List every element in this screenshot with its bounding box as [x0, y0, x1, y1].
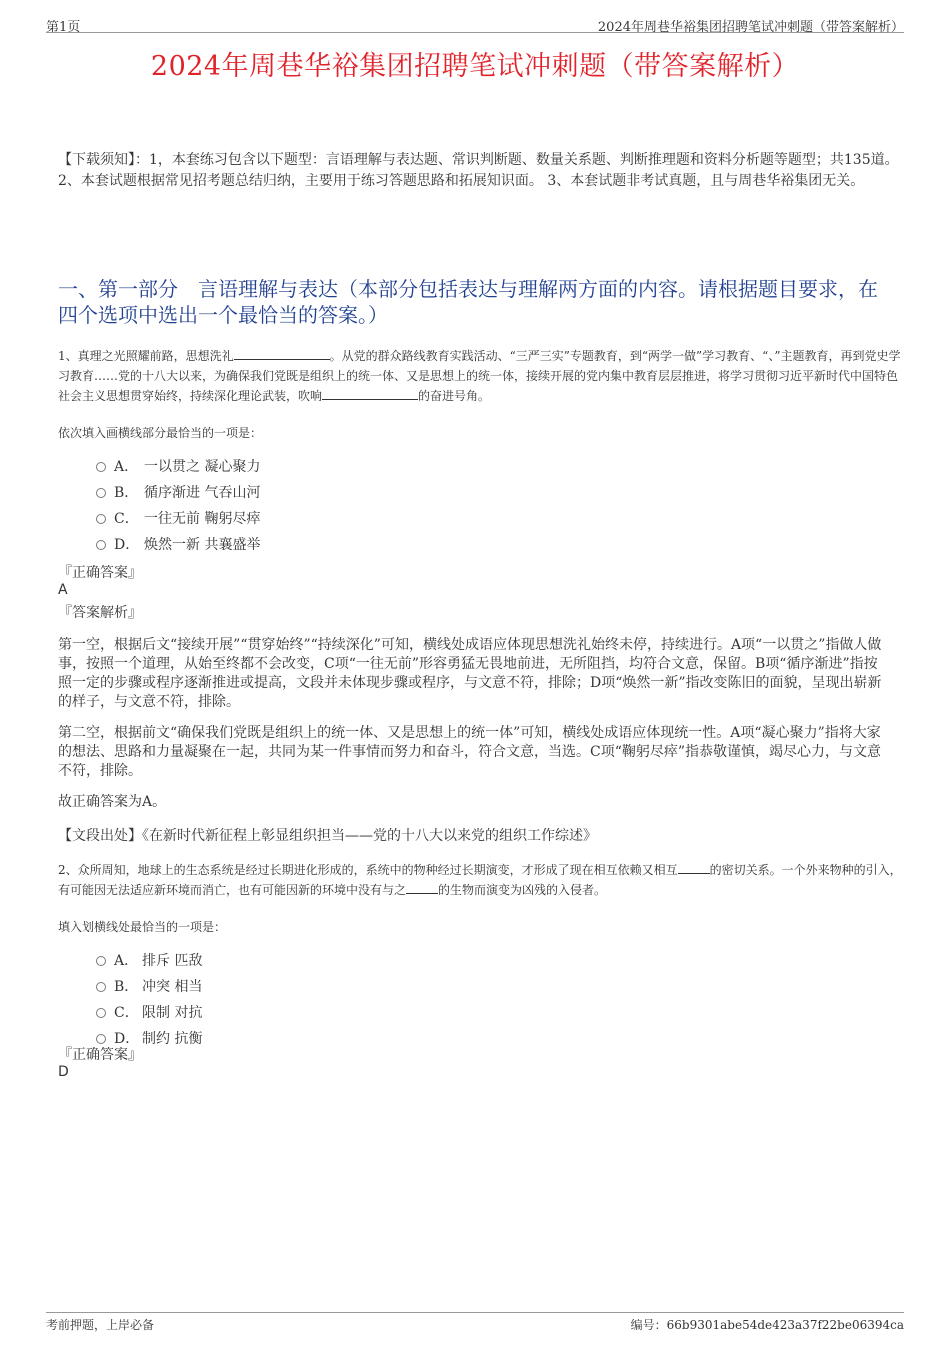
section-title: 一、第一部分 言语理解与表达（本部分包括表达与理解两方面的内容。请根据题目要求，在四个选项中选出一个最恰当的答案。） — [58, 277, 878, 327]
radio-icon[interactable] — [96, 514, 106, 524]
q1-analysis-conclusion: 故正确答案为A。 — [58, 794, 167, 810]
download-notice: 【下载须知】：1，本套练习包含以下题型：言语理解与表达题、常识判断题、数量关系题、判断推理题和资料分析题等题型；共135道。 2、本套试题根据常见招考题总结归纳，主要用于练习答题思路和拓展知识面。 3、本套试题非考试真题，且与周巷华裕集团无关。 — [58, 152, 899, 189]
q2-prompt: 填入划横线处最恰当的一项是： — [58, 920, 227, 934]
q1-analysis-label: 『答案解析』 — [58, 605, 142, 621]
radio-icon[interactable] — [96, 1034, 106, 1044]
radio-icon[interactable] — [96, 1008, 106, 1018]
q1-analysis-paragraph-2: 第二空，根据前文“确保我们党既是组织上的统一体、又是思想上的统一体”可知，横线处成语应体现统一性。A项“凝心聚力”指将大家的想法、思路和力量凝聚在一起，共同为某一件事情而努力和奋斗，符合文意，当选。C项“鞠躬尽瘁”指恭敬谨慎，竭尽心力，与文意不符，排除。 — [58, 725, 882, 779]
q2-answer-label: 『正确答案』 — [58, 1047, 142, 1063]
q1-answer: A — [58, 582, 68, 598]
q1-blank-1 — [234, 347, 330, 360]
page-footer — [46, 1312, 904, 1335]
q1-text-part2: 。从党的群众路线教育实践活动、“三严三实”专题教育，到“两学一做”学习教育、“、”主题教育，再到党史学习教育……党的十八大以来，为确保我们党既是组织上的统一体、又是思想上的统一体，接续开展的党内集中教育层层推进，将学习贯彻习近平新时代中国特色社会主义思想贯穿始终，持续深化理论武装，吹响 — [58, 349, 901, 403]
document-title: 2024年周巷华裕集团招聘笔试冲刺题（带答案解析） — [150, 51, 800, 82]
q2-blank-1 — [678, 861, 710, 874]
radio-icon[interactable] — [96, 982, 106, 992]
q1-text-part3: 的奋进号角。 — [418, 389, 491, 403]
question-1-text — [58, 346, 902, 406]
q1-analysis-paragraph-1: 第一空，根据后文“接续开展”“贯穿始终”“持续深化”可知，横线处成语应体现思想洗礼始终未停，持续进行。A项“一以贯之”指做人做事，按照一个道理，从始至终都不会改变，C项“一往无前”形容勇猛无畏地前进，无所阻挡，均符合文意，保留。B项“循序渐进”指按照一定的步骤或程序逐渐推进或提高，文段并未体现步骤或程序，与文意不符，排除；D项“焕然一新”指改变陈旧的面貌，呈现出崭新的样子，与文意不符，排除。 — [58, 637, 882, 710]
q2-text-part3: 的生物而演变为凶残的入侵者。 — [438, 883, 607, 897]
q2-answer: D — [58, 1064, 69, 1080]
q2-text-part1: 2、众所周知，地球上的生态系统是经过长期进化形成的，系统中的物种经过长期演变，才形成了现在相互依赖又相互 — [58, 863, 678, 877]
radio-icon[interactable] — [96, 540, 106, 550]
page-header — [46, 14, 904, 33]
q1-source: 【文段出处】《在新时代新征程上彰显组织担当——党的十八大以来党的组织工作综述》 — [58, 828, 597, 844]
header-doc-title: 2024年周巷华裕集团招聘笔试冲刺题（带答案解析） — [597, 20, 904, 35]
radio-icon[interactable] — [96, 488, 106, 498]
question-2-text — [58, 860, 902, 900]
q2-blank-2 — [406, 881, 438, 894]
q1-text-part1: 1、真理之光照耀前路，思想洗礼 — [58, 349, 234, 363]
page-number: 第1页 — [46, 20, 81, 35]
q1-blank-2 — [322, 387, 418, 400]
q2-text-part2: 的密切关系。一个外来物种的引入，有可能因无法适应新环境而消亡，也有可能因新的环境中没有与之 — [58, 863, 902, 897]
radio-icon[interactable] — [96, 462, 106, 472]
footer-slogan: 考前押题，上岸必备 — [46, 1318, 155, 1332]
q1-answer-label: 『正确答案』 — [58, 565, 142, 581]
footer-doc-id: 编号：66b9301abe54de423a37f22be06394ca — [630, 1318, 904, 1332]
radio-icon[interactable] — [96, 956, 106, 966]
q1-prompt: 依次填入画横线部分最恰当的一项是： — [58, 426, 263, 440]
